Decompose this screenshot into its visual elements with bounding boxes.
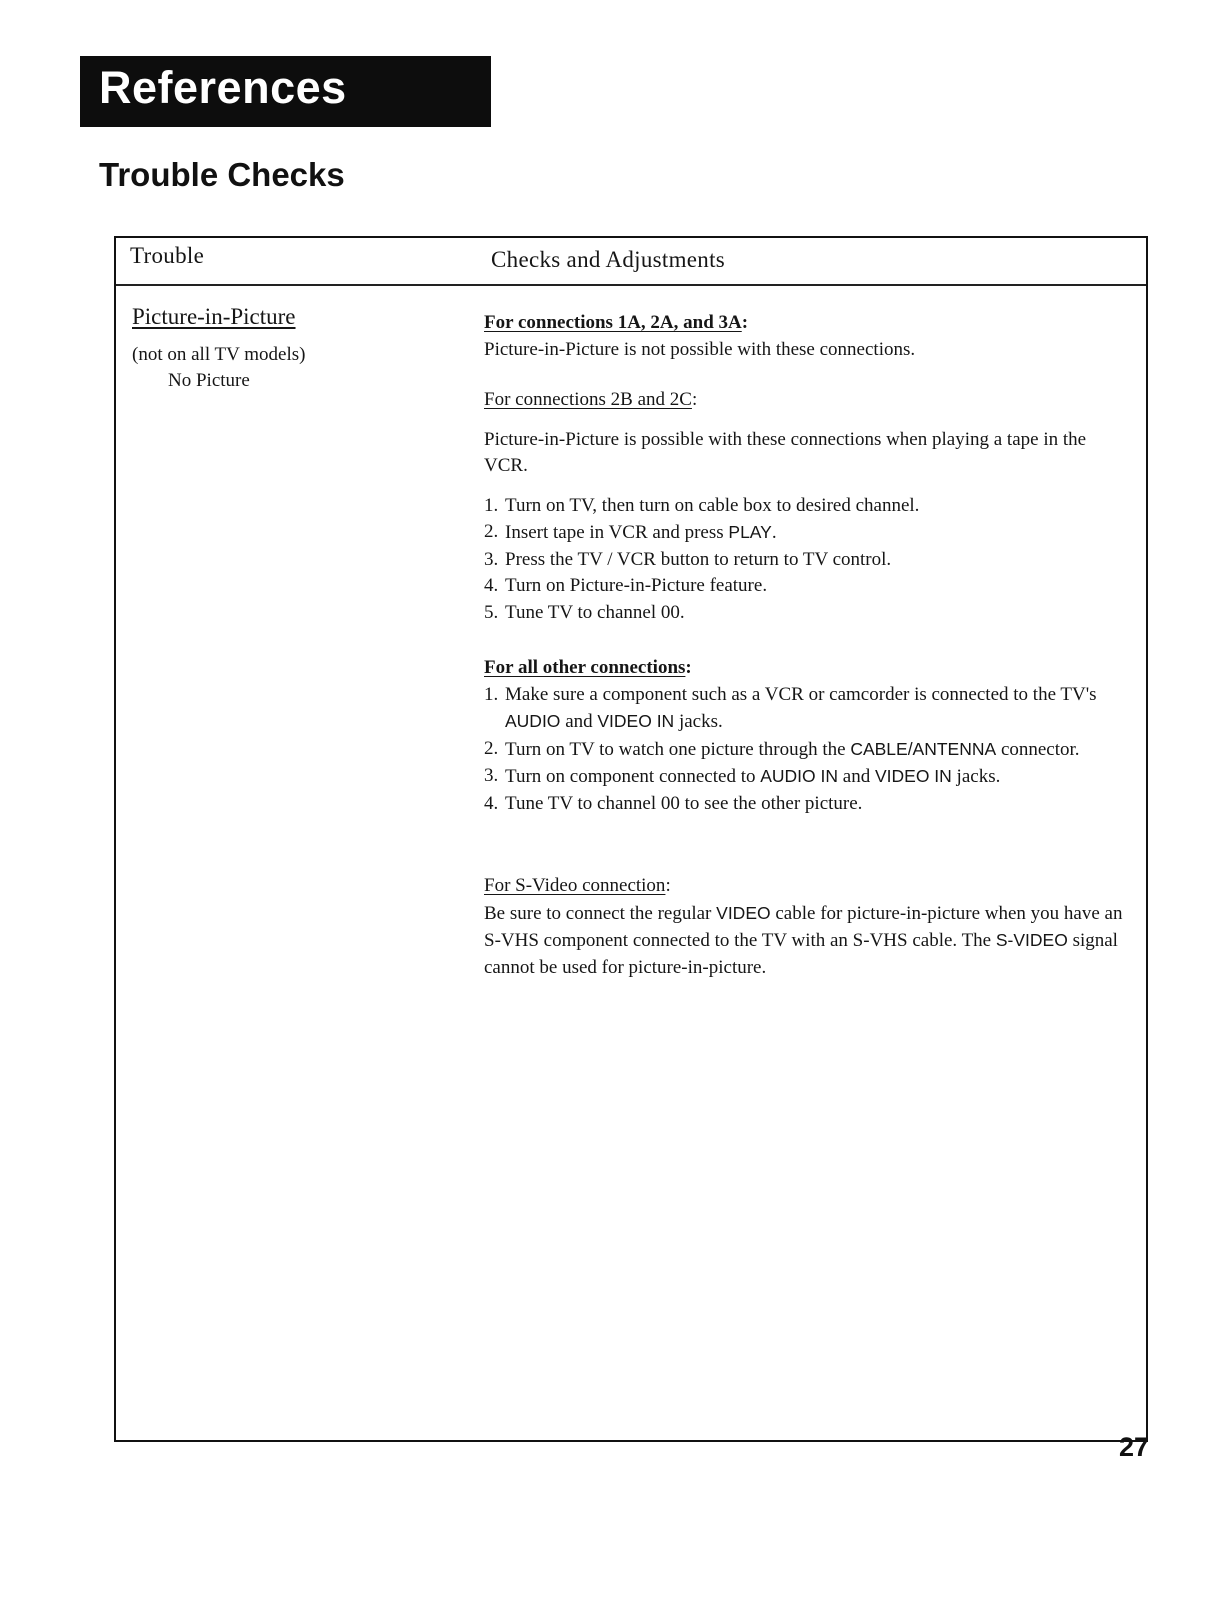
step-number: 3. — [484, 765, 499, 786]
list-item — [484, 493, 1134, 520]
header-divider — [116, 284, 1146, 286]
page-number: 27 — [1119, 1432, 1150, 1462]
list-item — [484, 519, 1134, 547]
step-text-end: jacks. — [951, 766, 1001, 787]
trouble-checks-table — [114, 236, 1148, 1442]
conn-other-section — [484, 655, 1134, 817]
step-number: 3. — [484, 548, 499, 570]
conn-1a-section — [484, 310, 1134, 363]
step-number: 4. — [484, 792, 499, 814]
trouble-symptom: No Picture — [168, 370, 250, 391]
step-text: Tune TV to channel 00 to see the other picture. — [505, 792, 863, 814]
cable-name: VIDEO — [716, 902, 771, 923]
list-item — [484, 600, 1134, 627]
jack-name: AUDIO IN — [760, 766, 839, 786]
conn-1a-text: Picture-in-Picture is not possible with these connections. — [484, 338, 916, 360]
button-name: PLAY — [728, 522, 772, 542]
jack-name: VIDEO IN — [874, 766, 952, 786]
list-item — [484, 791, 1134, 818]
list-item — [484, 573, 1134, 600]
step-text: Tune TV to channel 00. — [505, 601, 685, 623]
checks-column-header: Checks and Adjustments — [491, 247, 726, 272]
step-text-mid: and — [838, 766, 875, 787]
svideo-colon: : — [665, 875, 671, 896]
svideo-section — [484, 873, 1134, 981]
list-item — [484, 736, 1134, 764]
section-title: References — [99, 62, 347, 113]
step-number: 2. — [484, 737, 499, 759]
list-item — [484, 682, 1134, 736]
page-title: Trouble Checks — [99, 156, 345, 193]
jack-name: AUDIO — [505, 711, 561, 731]
jack-name: VIDEO IN — [597, 711, 675, 731]
trouble-note: (not on all TV models) — [132, 344, 306, 365]
conn-2b-colon: : — [691, 389, 698, 410]
list-item — [484, 763, 1134, 791]
svideo-text-end: signal cannot be used for picture-in-picture. — [484, 930, 1118, 978]
step-number: 1. — [484, 683, 499, 705]
conn-other-colon: : — [685, 657, 692, 678]
list-item — [484, 547, 1134, 574]
svideo-text-mid: cable for picture-in-picture when you have an S-VHS component connected to the TV with an S-VHS cable. The — [484, 902, 1123, 951]
conn-2b-text: Picture-in-Picture is possible with these connections when playing a tape in the VCR. — [484, 428, 1087, 476]
svideo-heading-line — [484, 873, 1134, 900]
step-number: 2. — [484, 521, 499, 542]
svideo-text — [484, 900, 1134, 982]
section-banner — [80, 56, 491, 127]
conn-1a-colon: : — [741, 312, 749, 333]
step-text: Turn on TV, then turn on cable box to desired channel. — [505, 494, 920, 516]
trouble-column-header: Trouble — [130, 243, 205, 268]
step-text: Press the TV / VCR button to return to TV control. — [505, 548, 892, 570]
conn-other-heading-line — [484, 655, 1134, 682]
conn-other-steps — [484, 682, 1134, 818]
step-number: 5. — [484, 601, 499, 623]
svideo-text-start: Be sure to connect the regular — [484, 902, 717, 924]
signal-name: S-VIDEO — [995, 930, 1068, 950]
conn-2b-steps — [484, 493, 1134, 627]
svideo-heading: For S-Video connection — [484, 875, 666, 896]
trouble-cell — [132, 302, 452, 394]
trouble-name: Picture-in-Picture — [132, 304, 296, 329]
step-text: Turn on TV to watch one picture through the — [505, 738, 851, 760]
step-text-end: jacks. — [674, 711, 723, 732]
step-text-end: . — [771, 522, 777, 543]
conn-2b-section — [484, 387, 1134, 626]
step-text: Make sure a component such as a VCR or camcorder is connected to the TV's — [505, 683, 1097, 705]
conn-2b-heading-line — [484, 387, 1134, 414]
step-text-end: connector. — [996, 738, 1080, 760]
checks-cell — [484, 310, 1134, 981]
step-number: 4. — [484, 575, 499, 596]
step-text: Insert tape in VCR and press — [505, 522, 729, 543]
step-text: Turn on component connected to — [505, 766, 761, 787]
step-text: Turn on Picture-in-Picture feature. — [505, 575, 768, 596]
conn-1a-heading-line — [484, 310, 1134, 337]
conn-2b-heading: For connections 2B and 2C — [484, 389, 692, 410]
step-number: 1. — [484, 494, 499, 516]
conn-1a-heading: For connections 1A, 2A, and 3A — [484, 312, 742, 333]
conn-other-heading: For all other connections — [484, 657, 686, 678]
connector-name: CABLE/ANTENNA — [850, 738, 997, 759]
step-text-mid: and — [560, 711, 598, 732]
